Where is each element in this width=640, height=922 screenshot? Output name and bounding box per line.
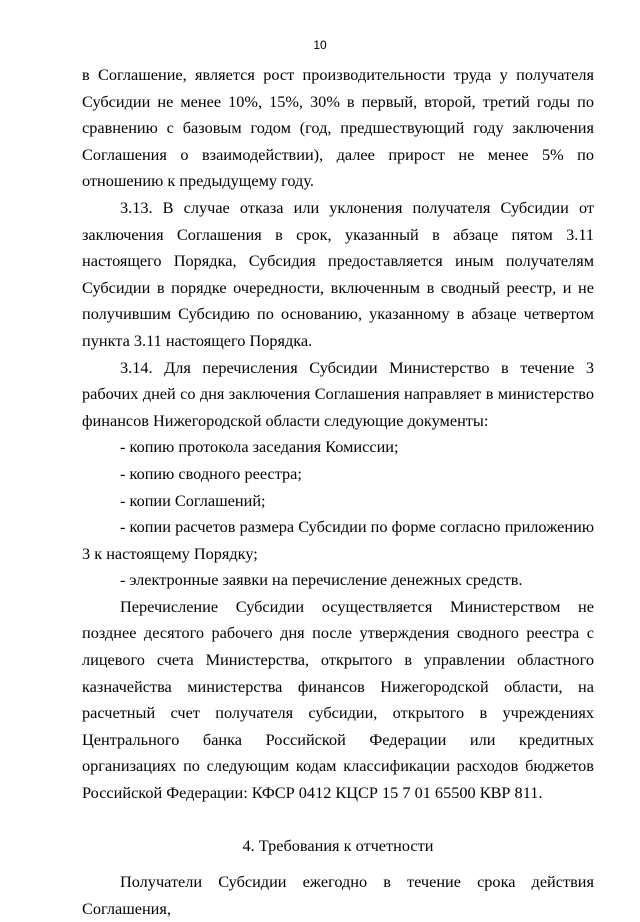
document-body bbox=[82, 62, 594, 922]
paragraph-reporting: Получатели Субсидии ежегодно в течение срока действия Соглашения, bbox=[82, 872, 594, 918]
page-number: 10 bbox=[313, 38, 327, 52]
section-heading: 4. Требования к отчетности bbox=[242, 835, 434, 855]
paragraph-continuation: в Соглашение, является рост производительности труда у получателя Субсидии не менее 10%, 15%, 30% в первый, второй, третий годы по сравнению с базовым годом (год, предшествующий году заключения Соглашения о взаимодействии), далее прирост не менее 5% по отношению к предыдущему году. bbox=[82, 65, 594, 191]
paragraph-3-13: 3.13. В случае отказа или уклонения получателя Субсидии от заключения Соглашения в срок, указанный в абзаце пятом 3.11 настоящего Порядка, Субсидия предоставляется иным получателям Субсидии в порядке очередности, включенным в сводный реестр, и не получившим Субсидию по основанию, указанному в абзаце четвертом пункта 3.11 настоящего Порядка. bbox=[82, 197, 594, 350]
paragraph-3-14: 3.14. Для перечисления Субсидии Министерство в течение 3 рабочих дней со дня заключения Соглашения направляет в министерство финансов Нижегородской области следующие документы: bbox=[82, 357, 594, 430]
list-item: - копии Соглашений; bbox=[120, 490, 266, 510]
list-item: - копию протокола заседания Комиссии; bbox=[120, 437, 399, 457]
list-item: - копию сводного реестра; bbox=[120, 463, 302, 483]
paragraph-transfer: Перечисление Субсидии осуществляется Министерством не позднее десятого рабочего дня после утверждения сводного реестра с лицевого счета Министерства, открытого в управлении областного казначейства министерства финансов Нижегородской области, на расчетный счет получателя субсидии, открытого в учреждениях Центрального банка Российской Федерации или кредитных организациях по следующим кодам классификации расходов бюджетов Российской Федерации: КФСР 0412 КЦСР 15 7 01 65500 КВР 811. bbox=[82, 596, 594, 803]
list-item: - электронные заявки на перечисление денежных средств. bbox=[120, 570, 523, 590]
list-item: - копии расчетов размера Субсидии по форме согласно приложению 3 к настоящему Порядку; bbox=[82, 517, 594, 563]
